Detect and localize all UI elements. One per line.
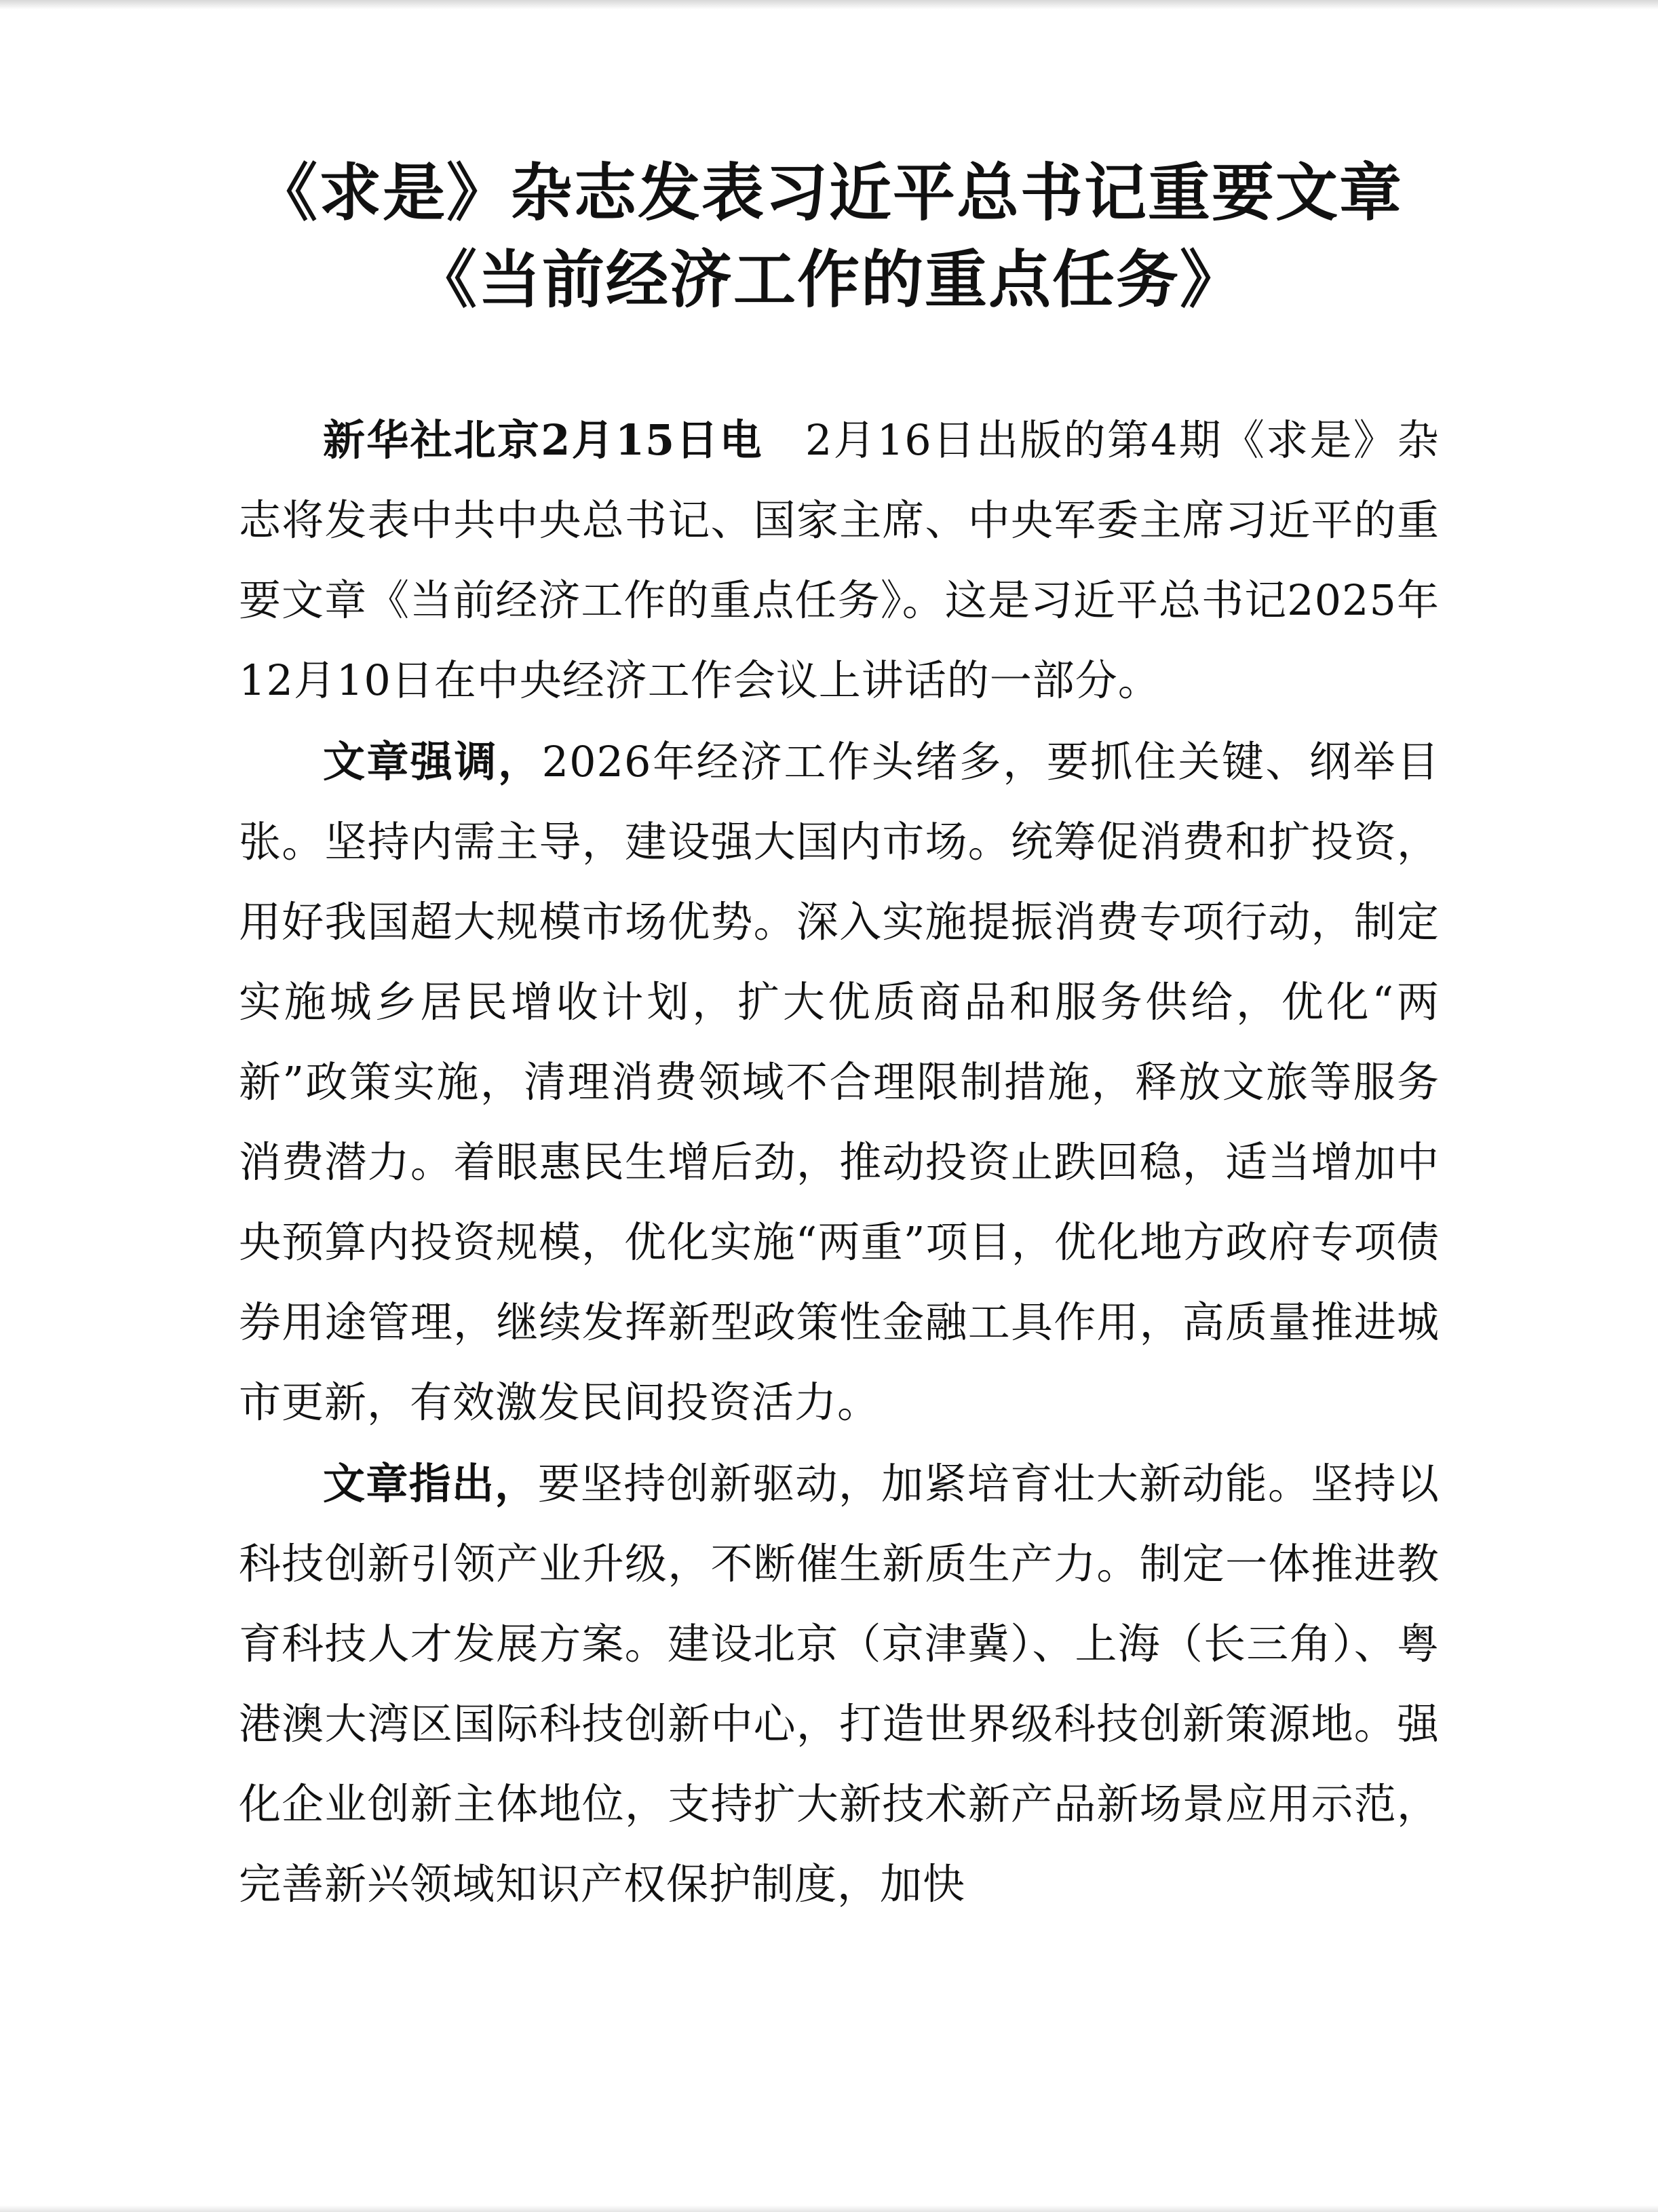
paragraph-points-out [239,1444,1440,1924]
paragraph-lead: 文章指出， [323,1459,538,1508]
paragraph-text: 2月16日出版的第4期《求是》杂志将发表中共中央总书记、国家主席、中央军委主席习近平的重要文章《当前经济工作的重点任务》。这是习近平总书记2025年12月10日在中央经济工作会议上讲话的一部分。 [239,415,1440,705]
article-title [136,149,1522,323]
title-line-2: 《当前经济工作的重点任务》 [414,243,1244,316]
article-body [239,400,1440,1924]
scan-top-edge [0,0,1658,9]
scan-bottom-edge [0,2205,1658,2212]
paragraph-lead: 新华社北京2月15日电 [323,415,763,465]
title-line-1: 《求是》杂志发表习近平总书记重要文章 [254,156,1403,229]
paragraph-lead: 文章强调， [323,737,542,786]
paragraph-emphasis [239,722,1440,1443]
paragraph-text: 2026年经济工作头绪多，要抓住关键、纲举目张。坚持内需主导，建设强大国内市场。统筹促消费和扩投资，用好我国超大规模市场优势。深入实施提振消费专项行动，制定实施城乡居民增收计划，扩大优质商品和服务供给，优化“两新”政策实施，清理消费领域不合理限制措施，释放文旅等服务消费潜力。着眼惠民生增后劲，推动投资止跌回稳，适当增加中央预算内投资规模，优化实施“两重”项目，优化地方政府专项债券用途管理，继续发挥新型政策性金融工具作用，高质量推进城市更新，有效激发民间投资活力。 [239,737,1440,1427]
paragraph-dateline [239,400,1440,721]
paragraph-text: 要坚持创新驱动，加紧培育壮大新动能。坚持以科技创新引领产业升级，不断催生新质生产力。制定一体推进教育科技人才发展方案。建设北京（京津冀）、上海（长三角）、粤港澳大湾区国际科技创新中心，打造世界级科技创新策源地。强化企业创新主体地位，支持扩大新技术新产品新场景应用示范，完善新兴领域知识产权保护制度，加快 [239,1459,1440,1909]
